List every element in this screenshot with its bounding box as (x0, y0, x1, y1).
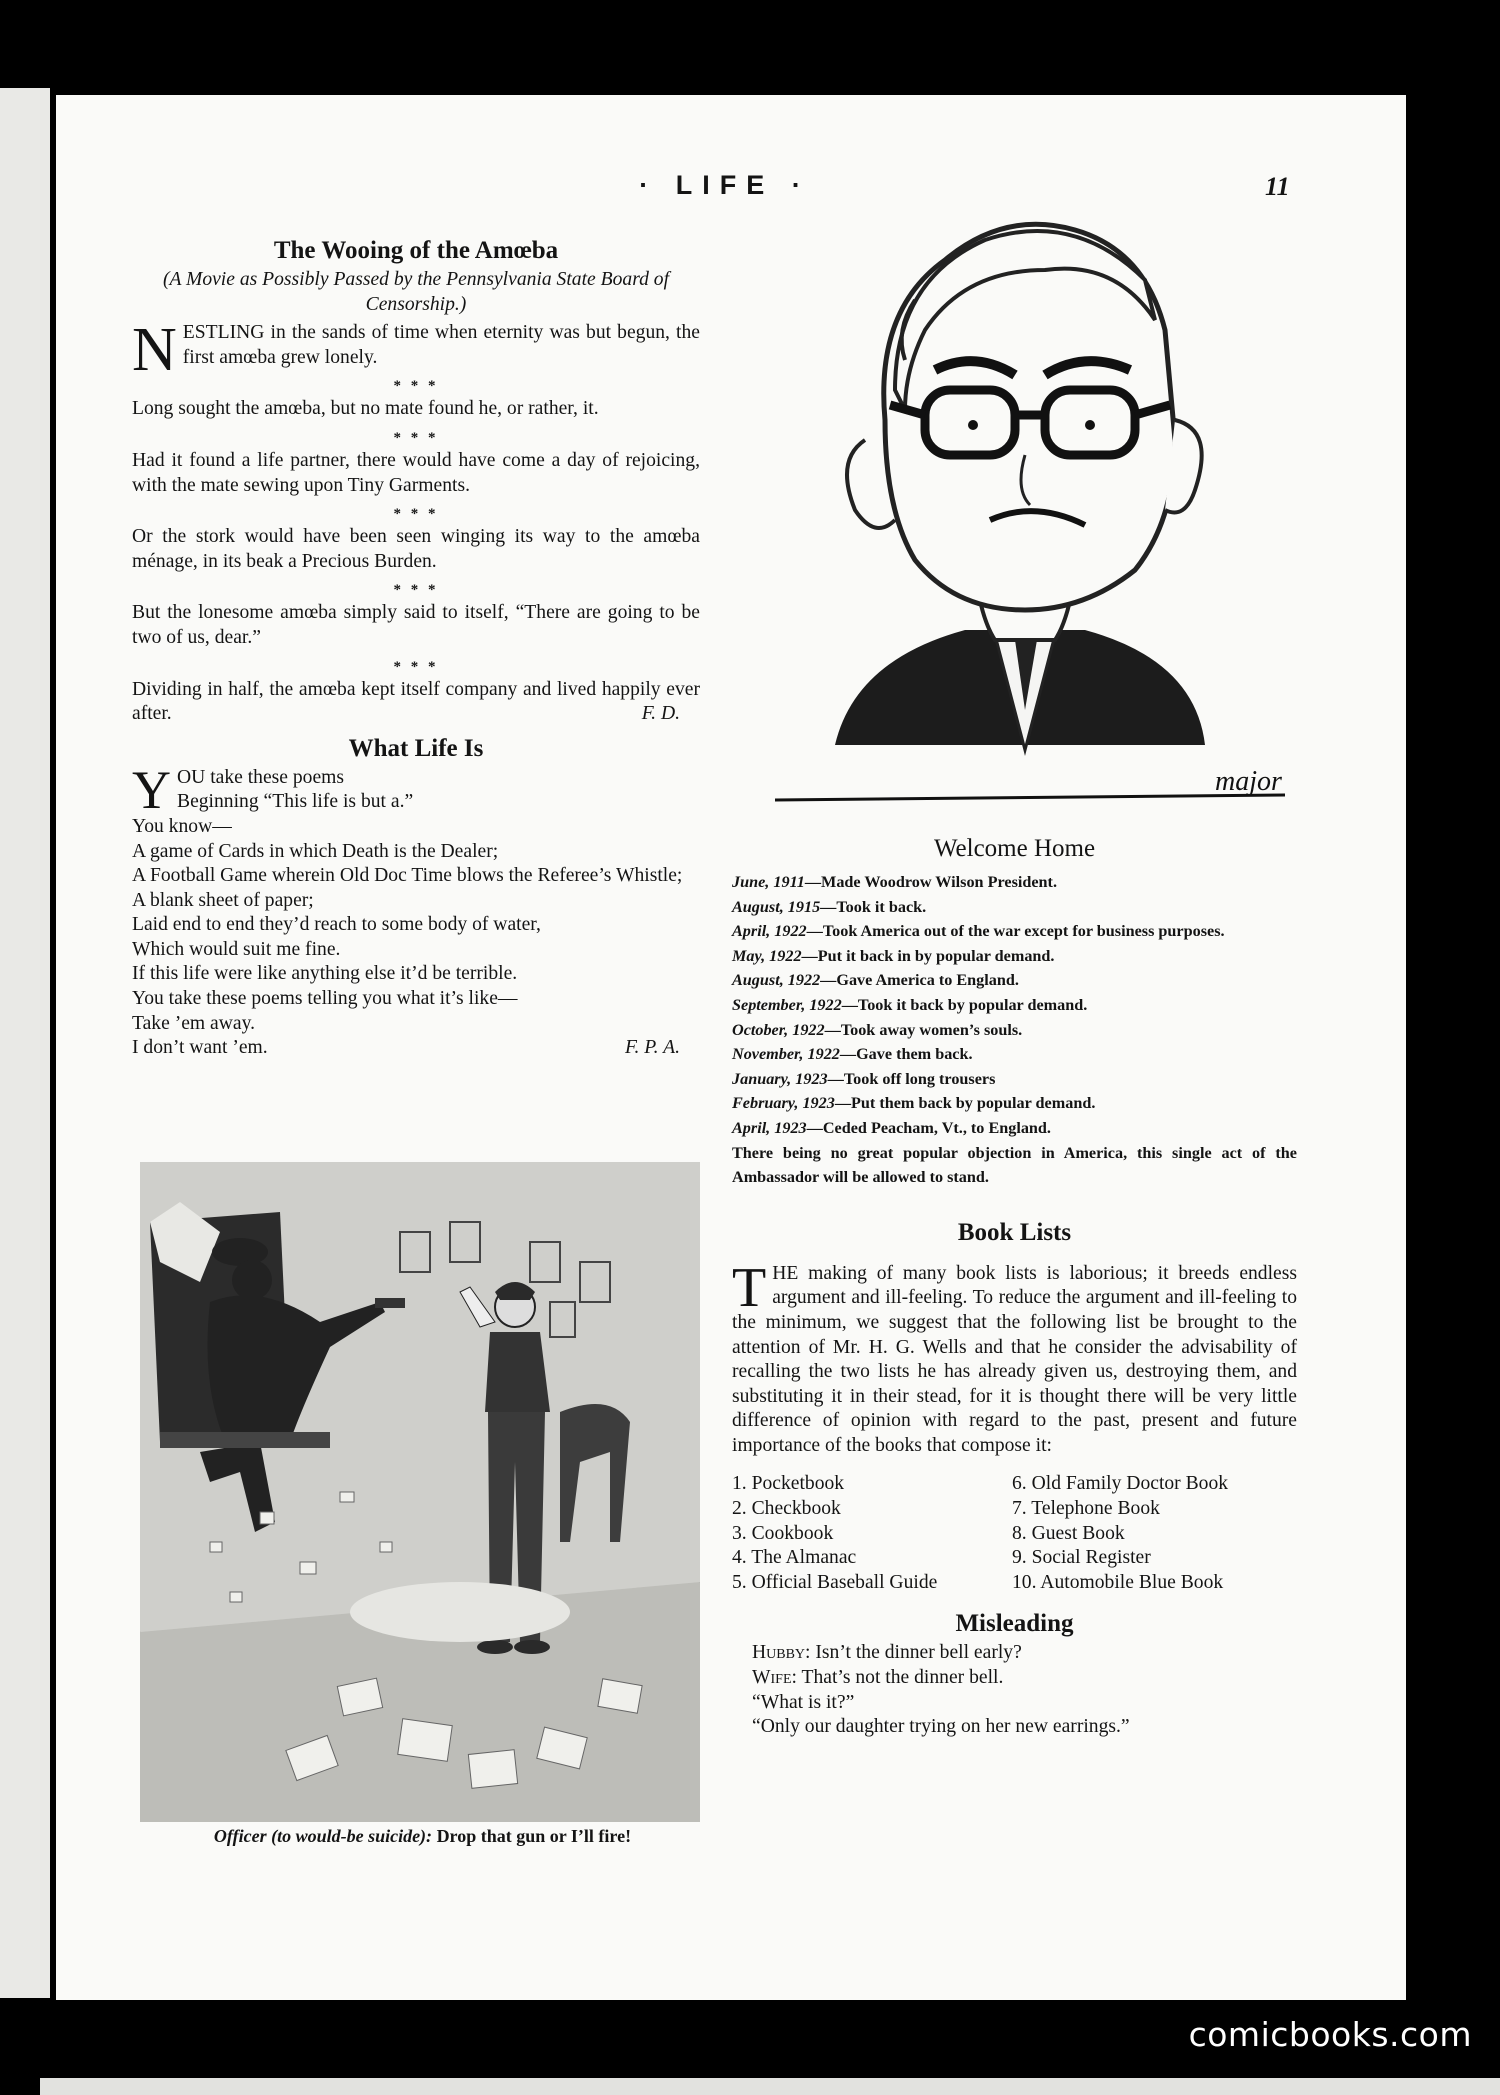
booklists-title: Book Lists (957, 1218, 1072, 1246)
poem-line: Beginning “This life is but a.” (177, 791, 414, 813)
chron-entry: April, 1923—Ceded Peacham, Vt., to England. (732, 1118, 1051, 1137)
poem-line: Take ’em away. (132, 1012, 256, 1034)
whatlife-poem (132, 759, 700, 1061)
poem-line: A Football Game wherein Old Doc Time blows the Referee’s Whistle; (132, 865, 683, 887)
cartoon-caption: Officer (to would-be suicide): Drop that gun or I’ll fire! (213, 1826, 632, 1846)
chron-entry: August, 1922—Gave America to England. (732, 971, 1019, 990)
chron-entry: October, 1922—Took away women’s souls. (732, 1020, 1023, 1039)
amoeba-paragraph: Or the stork would have been seen winging its way to the amœba ménage, in its beak a Precious Burden. (132, 526, 700, 572)
chronology (732, 870, 1297, 1190)
book-list-item: 7. Telephone Book (1012, 1498, 1160, 1520)
chron-entry: June, 1911—Made Woodrow Wilson President. (732, 873, 1057, 891)
poem-line: Laid end to end they’d reach to some body of water, (132, 914, 541, 936)
next-page-edge (40, 2078, 1500, 2095)
asterism: * * * (393, 429, 439, 446)
poem-line: You take these poems telling you what it’s like— (132, 988, 518, 1010)
drop-cap: Y (132, 759, 171, 820)
chron-entry: February, 1923—Put them back by popular demand. (732, 1094, 1096, 1113)
amoeba-paragraph: Long sought the amœba, but no mate found he, or rather, it. (132, 398, 599, 420)
poem-line: Which would suit me fine. (132, 938, 341, 960)
whatlife-title: What Life Is (348, 734, 484, 762)
drop-cap: T (732, 1256, 767, 1319)
poem-line: OU take these poems (177, 766, 345, 788)
book-list-item: 8. Guest Book (1012, 1522, 1125, 1544)
asterism: * * * (393, 506, 439, 523)
poem-line: I don’t want ’em. F. P. A. (132, 1036, 700, 1061)
amoeba-paragraph: NESTLING in the sands of time when eternity was but begun, the first amœba grew lonely. (132, 316, 700, 385)
book-list (732, 1472, 1297, 1595)
poem-line: If this life were like anything else it’d be terrible. (132, 963, 518, 985)
author-signature: F. D. (641, 703, 680, 725)
asterism: * * * (393, 658, 439, 675)
amoeba-subtitle: (A Movie as Possibly Passed by the Pennsylvania State Board of Censorship.) (162, 269, 670, 315)
author-signature: F. P. A. (625, 1037, 680, 1059)
right-column (732, 830, 1297, 1740)
misleading-dialog (732, 1641, 1297, 1739)
book-list-item: 1. Pocketbook (732, 1473, 845, 1495)
poem-line: A blank sheet of paper; (132, 889, 314, 911)
chron-entry: September, 1922—Took it back by popular demand. (732, 995, 1088, 1014)
poem-line: You know— (132, 815, 232, 837)
left-column (132, 232, 700, 1061)
misleading-title: Misleading (955, 1610, 1074, 1638)
dialog-line: Wife: That’s not the dinner bell. (752, 1667, 1004, 1689)
book-list-item: 10. Automobile Blue Book (1012, 1571, 1224, 1593)
welcome-title: Welcome Home (933, 835, 1096, 862)
asterism: * * * (393, 378, 439, 395)
poem-line: A game of Cards in which Death is the Dealer; (132, 840, 499, 862)
drop-cap: N (132, 316, 177, 385)
book-list-item: 6. Old Family Doctor Book (1012, 1473, 1229, 1495)
book-list-item: 9. Social Register (1012, 1547, 1151, 1569)
adjacent-page-edge (0, 88, 50, 1998)
running-head: · LIFE · (639, 170, 811, 200)
site-watermark: comicbooks.com (1188, 2015, 1472, 2054)
dialog-line: “Only our daughter trying on her new earrings.” (752, 1716, 1130, 1738)
chron-note: There being no great popular objection in America, this single act of the Ambassador will be allowed to stand. (732, 1143, 1297, 1187)
asterism: * * * (393, 582, 439, 599)
page-number: 11 (1265, 172, 1290, 201)
book-list-item: 5. Official Baseball Guide (732, 1571, 938, 1593)
book-list-item: 4. The Almanac (732, 1547, 857, 1569)
cartoon-illustration (140, 1162, 700, 1822)
amoeba-paragraph: But the lonesome amœba simply said to itself, “There are going to be two of us, dear.” (132, 602, 700, 648)
chron-entry: January, 1923—Took off long trousers (732, 1069, 996, 1088)
booklists-paragraph: THE making of many book lists is laborious; it breeds endless argument and ill-feeling. To reduce the argument and ill-feeling to the minimum, we suggest that the following list be brought to the attention of Mr. H. G. Wells and that he consider the advisability of recalling the two lists he has already given us, destroying them, and substituting it in their stead, for it is thought there will be very little difference of opinion with regard to the past, present and future importance of the books that compose it: (732, 1256, 1297, 1456)
book-list-item: 3. Cookbook (732, 1522, 834, 1544)
chron-entry: April, 1922—Took America out of the war except for business purposes. (732, 922, 1225, 941)
amoeba-title: The Wooing of the Amœba (273, 237, 559, 264)
chron-entry: November, 1922—Gave them back. (732, 1045, 973, 1064)
amoeba-paragraph: Had it found a life partner, there would have come a day of rejoicing, with the mate sewing upon Tiny Garments. (132, 449, 700, 496)
book-list-item: 2. Checkbook (732, 1498, 841, 1520)
chron-entry: May, 1922—Put it back in by popular demand. (732, 946, 1055, 965)
chron-entry: August, 1915—Took it back. (732, 897, 927, 916)
dialog-line: Hubby: Isn’t the dinner bell early? (752, 1642, 1022, 1664)
artist-signature: major (1215, 766, 1282, 797)
amoeba-paragraph: Dividing in half, the amœba kept itself company and lived happily ever after. F. D. (132, 678, 700, 727)
dialog-line: “What is it?” (752, 1691, 855, 1713)
caricature-portrait (745, 190, 1305, 825)
